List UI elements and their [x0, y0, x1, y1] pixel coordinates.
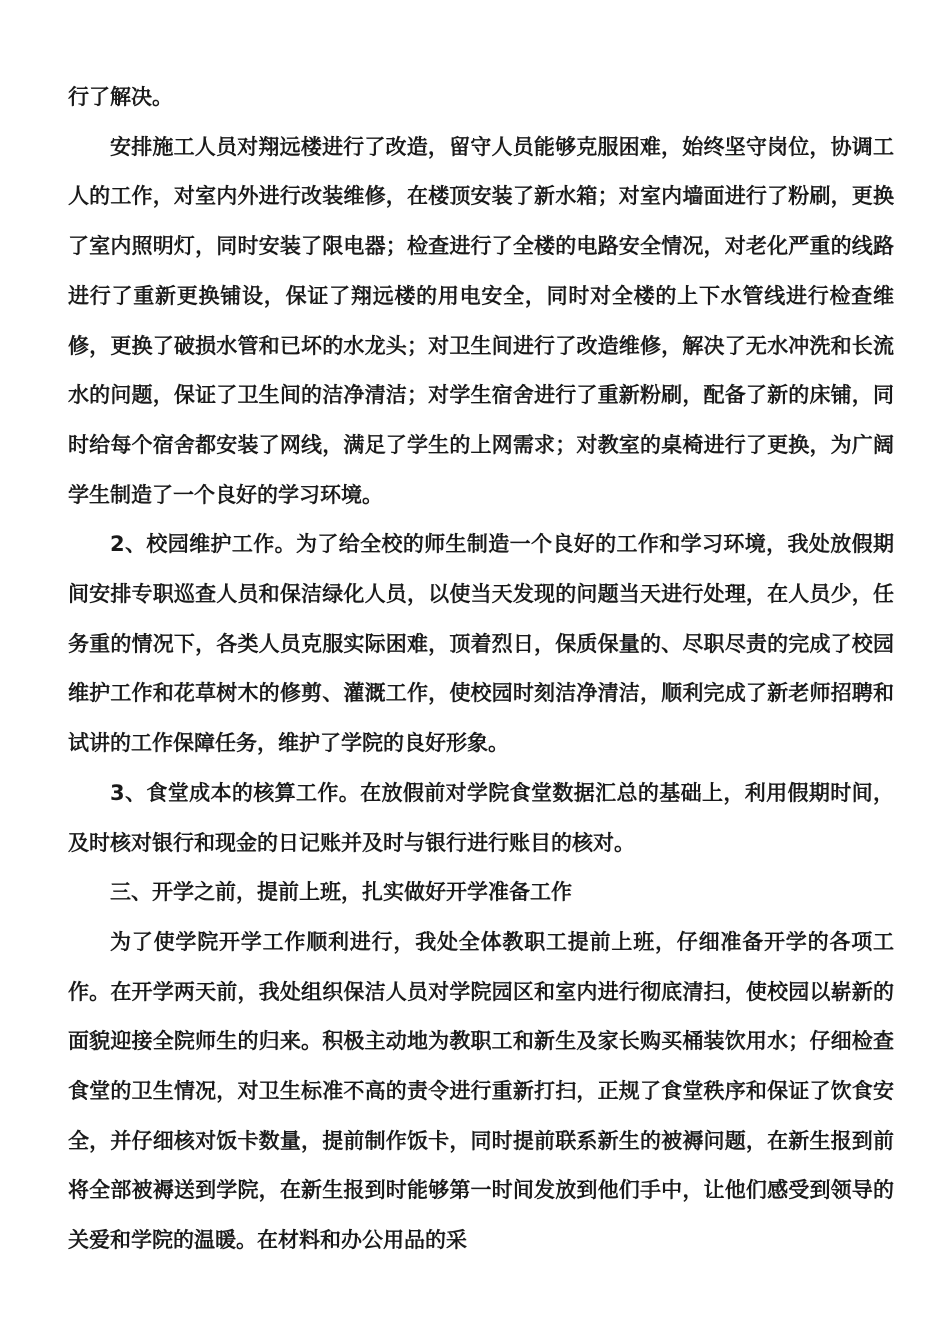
paragraph-continuation: 行了解决。	[68, 85, 173, 109]
document-body	[68, 73, 894, 1266]
paragraph-semester-preparation: 为了使学院开学工作顺利进行，我处全体教职工提前上班，仔细准备开学的各项工作。在开学两天前，我处组织保洁人员对学院园区和室内进行彻底清扫，使校园以崭新的面貌迎接全院师生的归来。积极主动地为教职工和新生及家长购买桶装饮用水；仔细检查食堂的卫生情况，对卫生标准不高的责令进行重新打扫，正规了食堂秩序和保证了饮食安全，并仔细核对饭卡数量，提前制作饭卡，同时提前联系新生的被褥问题，在新生报到前将全部被褥送到学院，在新生报到时能够第一时间发放到他们手中，让他们感受到领导的关爱和学院的温暖。在材料和办公用品的采	[68, 929, 894, 1253]
paragraph-renovation: 安排施工人员对翔远楼进行了改造，留守人员能够克服困难，始终坚守岗位，协调工人的工作，对室内外进行改装维修，在楼顶安装了新水箱；对室内墙面进行了粉刷，更换了室内照明灯，同时安装了限电器；检查进行了全楼的电路安全情况，对老化严重的线路进行了重新更换铺设，保证了翔远楼的用电安全，同时对全楼的上下水管线进行检查维修，更换了破损水管和已坏的水龙头；对卫生间进行了改造维修，解决了无水冲洗和长流水的问题，保证了卫生间的洁净清洁；对学生宿舍进行了重新粉刷，配备了新的床铺，同时给每个宿舍都安装了网线，满足了学生的上网需求；对教室的桌椅进行了更换，为广阔学生制造了一个良好的学习环境。	[68, 134, 894, 507]
paragraph-canteen-accounting: 3、食堂成本的核算工作。在放假前对学院食堂数据汇总的基础上，利用假期时间，及时核对银行和现金的日记账并及时与银行进行账目的核对。	[68, 780, 894, 855]
section-heading-three: 三、开学之前，提前上班，扎实做好开学准备工作	[110, 880, 572, 905]
paragraph-campus-maintenance: 2、校园维护工作。为了给全校的师生制造一个良好的工作和学习环境，我处放假期间安排专职巡查人员和保洁绿化人员，以使当天发现的问题当天进行处理，在人员少，任务重的情况下，各类人员克服实际困难，顶着烈日，保质保量的、尽职尽责的完成了校园维护工作和花草树木的修剪、灌溉工作，使校园时刻洁净清洁，顺利完成了新老师招聘和试讲的工作保障任务，维护了学院的良好形象。	[68, 532, 894, 756]
